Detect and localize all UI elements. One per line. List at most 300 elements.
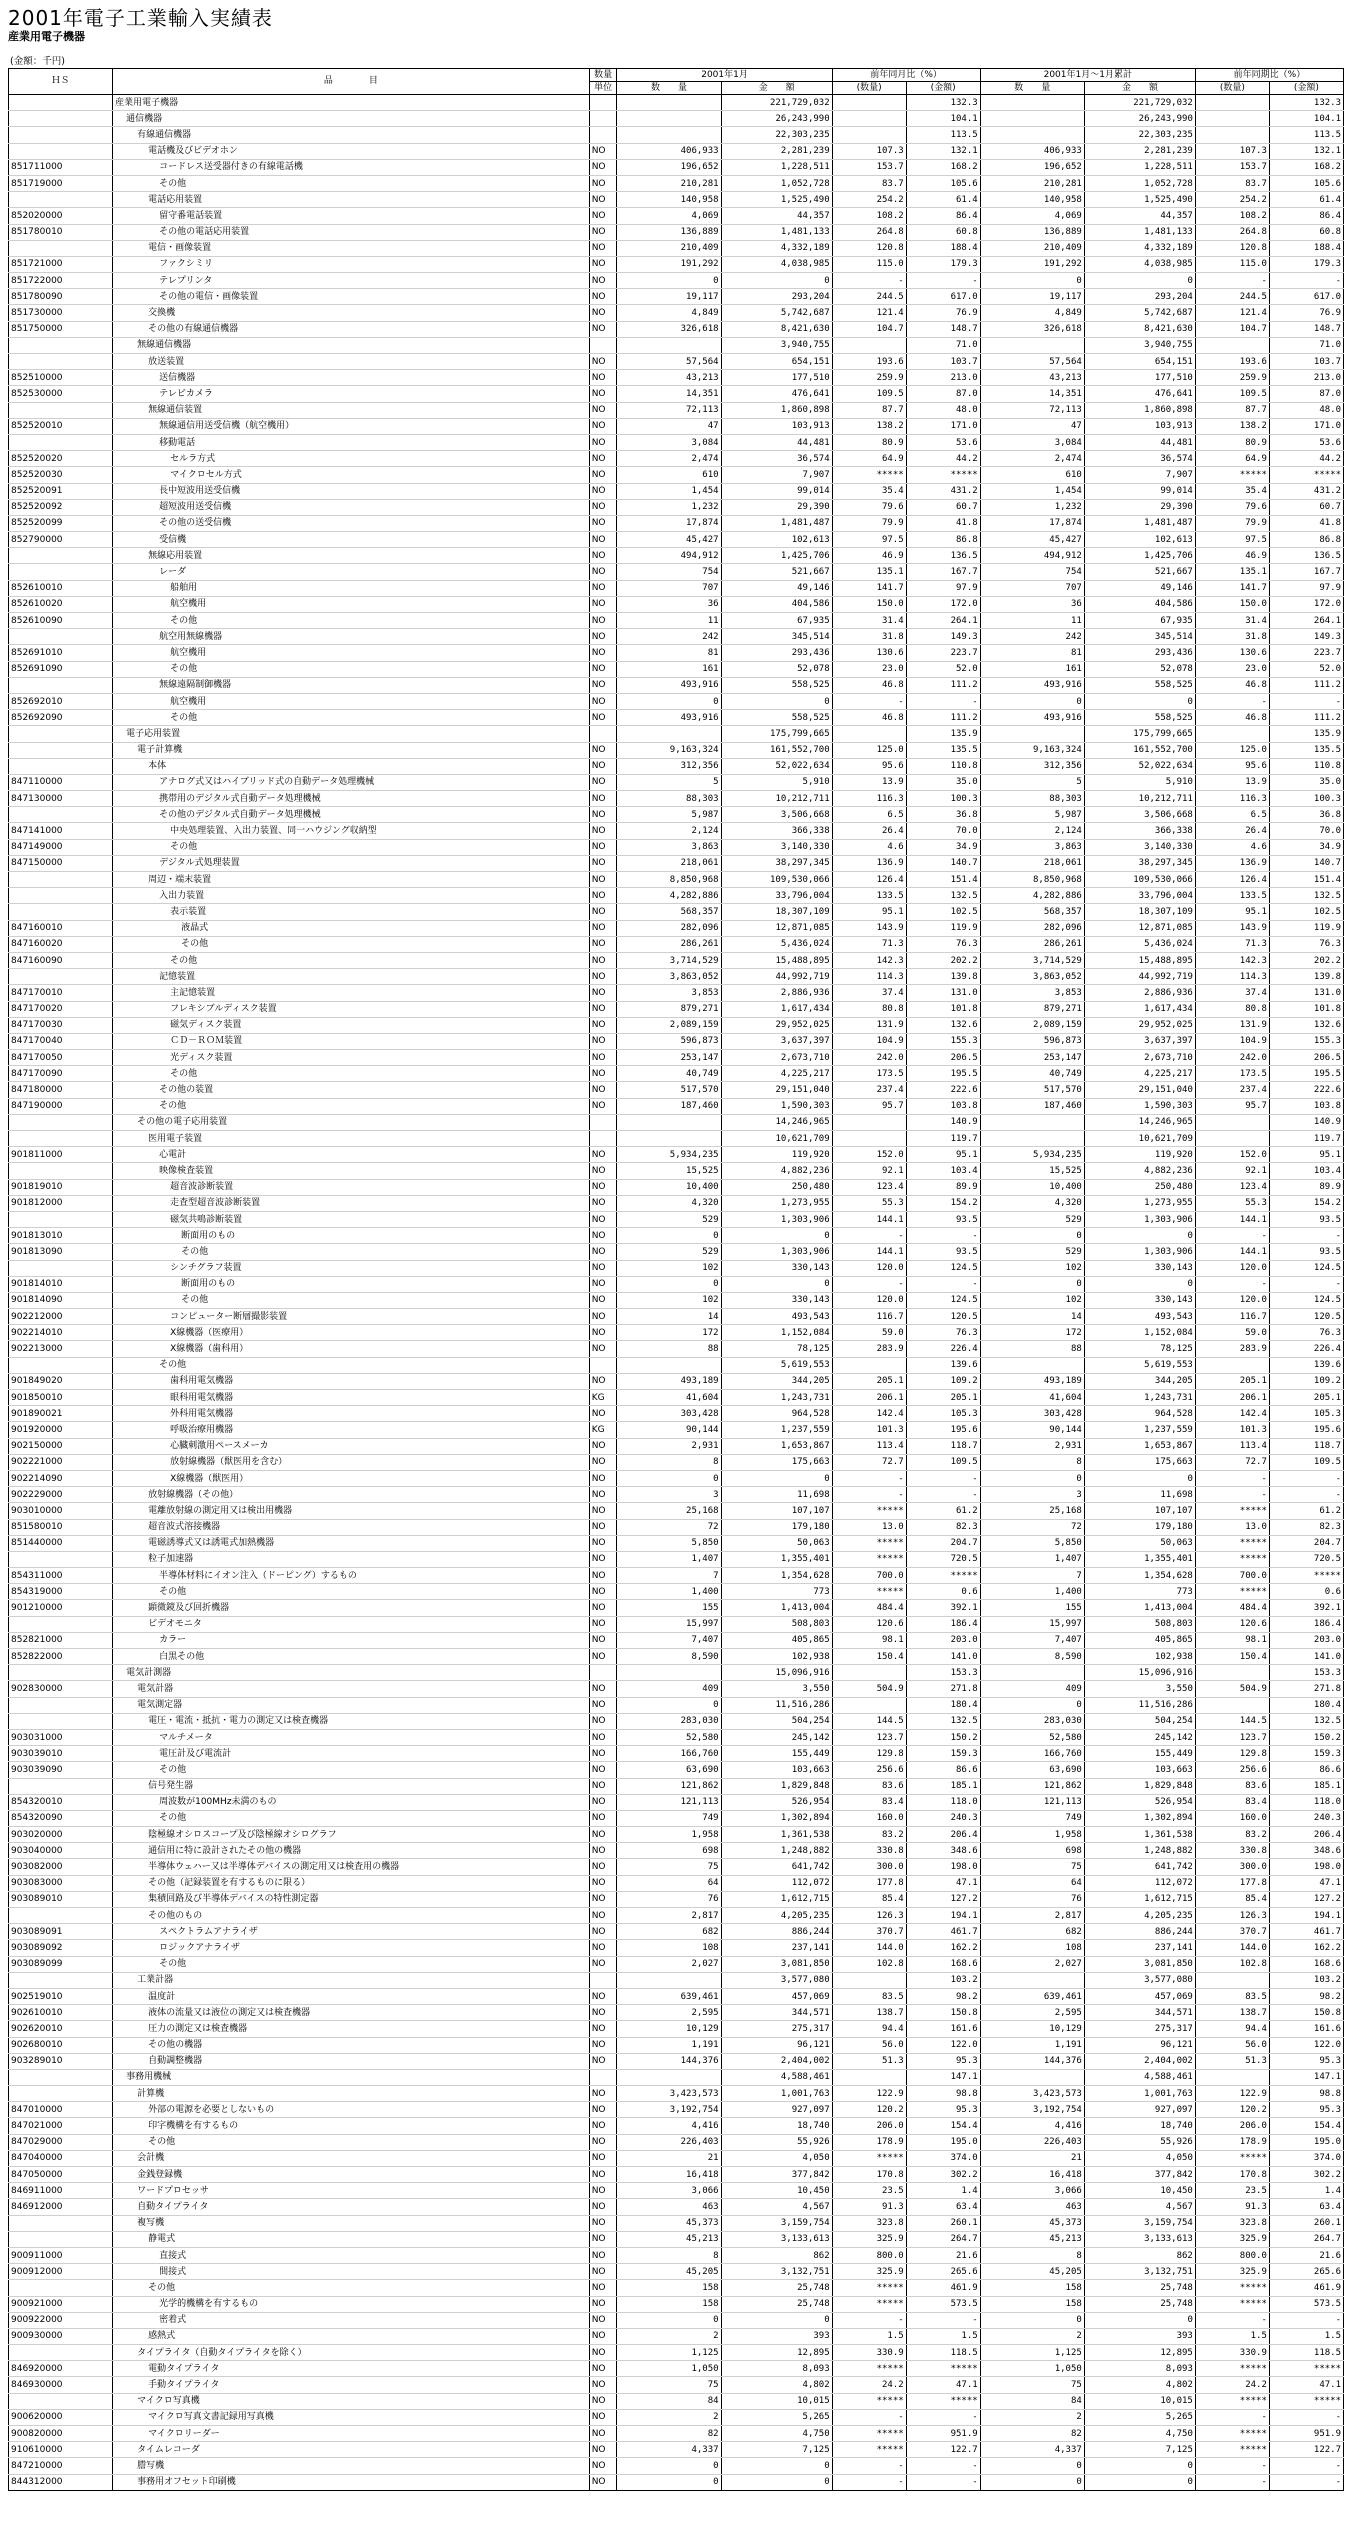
cell-month-yoy-amount: 161.6	[906, 2021, 980, 2037]
cell-cum-qty: 4,416	[980, 2118, 1084, 2134]
cell-cum-qty: 3	[980, 1487, 1084, 1503]
cell-month-yoy-qty: 37.4	[832, 985, 906, 1001]
cell-month-amount: 10,621,709	[721, 1131, 832, 1147]
cell-month-yoy-qty: 325.9	[832, 2231, 906, 2247]
cell-cum-yoy-amount: 168.6	[1269, 1956, 1343, 1972]
cell-cum-qty: 283,030	[980, 1713, 1084, 1729]
cell-cum-yoy-qty	[1195, 1114, 1269, 1130]
cell-month-yoy-qty: 113.4	[832, 1438, 906, 1454]
cell-hs-code	[9, 1908, 113, 1924]
cell-cum-qty: 21	[980, 2150, 1084, 2166]
table-row	[9, 952, 1344, 968]
cell-qty-unit	[589, 337, 617, 353]
cell-cum-yoy-amount: 194.1	[1269, 1908, 1343, 1924]
cell-month-qty: 1,400	[617, 1584, 721, 1600]
cell-month-qty: 88	[617, 1341, 721, 1357]
cell-month-yoy-amount: 105.6	[906, 175, 980, 191]
cell-qty-unit: NO	[589, 2053, 617, 2069]
cell-month-yoy-amount: 951.9	[906, 2426, 980, 2442]
cell-hs-code: 903010000	[9, 1503, 113, 1519]
cell-item-name: 電子応用装置	[113, 726, 590, 742]
table-row	[9, 175, 1344, 191]
cell-qty-unit: NO	[589, 774, 617, 790]
cell-month-amount: 405,865	[721, 1632, 832, 1648]
cell-cum-yoy-qty: 51.3	[1195, 2053, 1269, 2069]
cell-qty-unit: NO	[589, 159, 617, 175]
cell-cum-amount: 38,297,345	[1084, 855, 1195, 871]
cell-cum-qty: 47	[980, 418, 1084, 434]
cell-month-qty: 1,050	[617, 2361, 721, 2377]
cell-cum-amount: 4,588,461	[1084, 2069, 1195, 2085]
cell-qty-unit: NO	[589, 1778, 617, 1794]
cell-cum-yoy-amount: 47.1	[1269, 1875, 1343, 1891]
cell-month-yoy-qty: 79.9	[832, 515, 906, 531]
cell-cum-amount: 1,302,894	[1084, 1810, 1195, 1826]
cell-cum-yoy-qty	[1195, 1131, 1269, 1147]
cell-cum-amount: 103,913	[1084, 418, 1195, 434]
table-row	[9, 418, 1344, 434]
cell-month-amount: 2,886,936	[721, 985, 832, 1001]
cell-cum-yoy-qty: 173.5	[1195, 1066, 1269, 1082]
cell-item-name: 電話機及びビデオホン	[113, 143, 590, 159]
cell-month-yoy-amount: 264.7	[906, 2231, 980, 2247]
cell-cum-amount: 3,133,613	[1084, 2231, 1195, 2247]
table-row	[9, 127, 1344, 143]
cell-cum-amount: 1,237,559	[1084, 1422, 1195, 1438]
cell-qty-unit: NO	[589, 1891, 617, 1907]
cell-cum-qty: 610	[980, 467, 1084, 483]
cell-item-name: 映像検査装置	[113, 1163, 590, 1179]
cell-qty-unit: NO	[589, 1244, 617, 1260]
cell-month-qty: 2	[617, 2328, 721, 2344]
cell-month-yoy-qty: 142.3	[832, 952, 906, 968]
cell-month-qty	[617, 1357, 721, 1373]
cell-qty-unit: NO	[589, 2264, 617, 2280]
cell-cum-amount: 3,940,755	[1084, 337, 1195, 353]
cell-month-qty: 1,191	[617, 2037, 721, 2053]
cell-hs-code	[9, 1713, 113, 1729]
table-row	[9, 434, 1344, 450]
cell-month-qty: 166,760	[617, 1746, 721, 1762]
cell-hs-code: 846920000	[9, 2361, 113, 2377]
cell-qty-unit: NO	[589, 1568, 617, 1584]
cell-cum-yoy-qty: *****	[1195, 2150, 1269, 2166]
cell-cum-yoy-amount: 213.0	[1269, 370, 1343, 386]
cell-hs-code: 847210000	[9, 2458, 113, 2474]
cell-cum-yoy-qty: 114.3	[1195, 969, 1269, 985]
cell-month-qty: 72	[617, 1519, 721, 1535]
cell-cum-amount: 78,125	[1084, 1341, 1195, 1357]
cell-cum-amount: 3,159,754	[1084, 2215, 1195, 2231]
table-row	[9, 2361, 1344, 2377]
cell-cum-yoy-amount: 119.7	[1269, 1131, 1343, 1147]
cell-month-qty: 17,874	[617, 515, 721, 531]
cell-cum-yoy-amount: 124.5	[1269, 1260, 1343, 1276]
cell-item-name: 粒子加速器	[113, 1551, 590, 1567]
cell-month-yoy-qty: 83.5	[832, 1988, 906, 2004]
cell-month-yoy-qty: *****	[832, 2426, 906, 2442]
cell-month-yoy-qty: 126.3	[832, 1908, 906, 1924]
cell-month-amount: 1,228,511	[721, 159, 832, 175]
cell-hs-code: 903289010	[9, 2053, 113, 2069]
cell-month-yoy-amount: 93.5	[906, 1244, 980, 1260]
cell-month-yoy-amount: -	[906, 1470, 980, 1486]
cell-cum-yoy-amount: -	[1269, 273, 1343, 289]
cell-qty-unit: NO	[589, 742, 617, 758]
cell-cum-amount: 886,244	[1084, 1924, 1195, 1940]
cell-month-amount: 4,567	[721, 2199, 832, 2215]
cell-item-name: 電子計算機	[113, 742, 590, 758]
cell-month-yoy-amount: 61.4	[906, 192, 980, 208]
cell-cum-qty: 144,376	[980, 2053, 1084, 2069]
cell-cum-qty: 64	[980, 1875, 1084, 1891]
table-row	[9, 2296, 1344, 2312]
cell-cum-amount: 3,081,850	[1084, 1956, 1195, 1972]
header-month-yoy-qty: (数量)	[832, 82, 906, 95]
cell-cum-qty: 3,863	[980, 839, 1084, 855]
cell-cum-yoy-amount: 139.8	[1269, 969, 1343, 985]
cell-cum-yoy-qty: 101.3	[1195, 1422, 1269, 1438]
cell-month-yoy-qty: 104.9	[832, 1033, 906, 1049]
cell-month-amount: 1,237,559	[721, 1422, 832, 1438]
cell-month-yoy-qty: 108.2	[832, 208, 906, 224]
cell-cum-yoy-amount: *****	[1269, 467, 1343, 483]
cell-cum-yoy-qty: *****	[1195, 1535, 1269, 1551]
cell-cum-qty	[980, 95, 1084, 111]
cell-month-yoy-qty: 120.0	[832, 1260, 906, 1276]
cell-month-yoy-qty: 130.6	[832, 645, 906, 661]
cell-month-amount: 1,354,628	[721, 1568, 832, 1584]
table-row	[9, 1794, 1344, 1810]
cell-month-yoy-amount: 35.0	[906, 774, 980, 790]
cell-cum-amount: 558,525	[1084, 677, 1195, 693]
cell-month-amount: 44,992,719	[721, 969, 832, 985]
cell-cum-amount: 4,205,235	[1084, 1908, 1195, 1924]
cell-month-qty: 140,958	[617, 192, 721, 208]
cell-cum-yoy-amount: 71.0	[1269, 337, 1343, 353]
cell-qty-unit: NO	[589, 936, 617, 952]
cell-cum-amount: 3,140,330	[1084, 839, 1195, 855]
cell-cum-yoy-qty: *****	[1195, 2393, 1269, 2409]
cell-qty-unit: NO	[589, 2409, 617, 2425]
cell-cum-yoy-qty: 129.8	[1195, 1746, 1269, 1762]
cell-cum-yoy-amount: 135.5	[1269, 742, 1343, 758]
cell-cum-yoy-qty: 370.7	[1195, 1924, 1269, 1940]
cell-cum-yoy-qty: 144.1	[1195, 1244, 1269, 1260]
cell-cum-yoy-amount: 139.6	[1269, 1357, 1343, 1373]
table-row	[9, 677, 1344, 693]
cell-cum-amount: 345,514	[1084, 629, 1195, 645]
cell-cum-yoy-amount: -	[1269, 1228, 1343, 1244]
cell-qty-unit: NO	[589, 629, 617, 645]
cell-cum-qty: 326,618	[980, 321, 1084, 337]
table-row	[9, 1309, 1344, 1325]
cell-cum-yoy-amount: 260.1	[1269, 2215, 1343, 2231]
cell-item-name: 液晶式	[113, 920, 590, 936]
cell-month-amount: 3,550	[721, 1681, 832, 1697]
cell-cum-amount: 29,390	[1084, 499, 1195, 515]
cell-cum-qty: 493,916	[980, 677, 1084, 693]
cell-month-yoy-qty: 138.2	[832, 418, 906, 434]
cell-month-qty: 102	[617, 1292, 721, 1308]
cell-cum-yoy-qty: 143.9	[1195, 920, 1269, 936]
cell-cum-yoy-amount: 140.7	[1269, 855, 1343, 871]
cell-cum-yoy-qty: 144.1	[1195, 1211, 1269, 1227]
cell-cum-qty: 312,356	[980, 758, 1084, 774]
cell-item-name: 放射線機器（その他）	[113, 1487, 590, 1503]
cell-month-yoy-qty: -	[832, 273, 906, 289]
cell-cum-amount: 393	[1084, 2328, 1195, 2344]
cell-hs-code: 900921000	[9, 2296, 113, 2312]
cell-month-amount: 29,390	[721, 499, 832, 515]
unit-note: (金額：千円)	[10, 56, 65, 67]
cell-month-qty: 2,124	[617, 823, 721, 839]
cell-month-qty: 3,066	[617, 2183, 721, 2199]
cell-month-amount: 2,281,239	[721, 143, 832, 159]
cell-month-yoy-qty: 504.9	[832, 1681, 906, 1697]
cell-month-qty: 8	[617, 2247, 721, 2263]
cell-qty-unit: NO	[589, 661, 617, 677]
cell-hs-code: 847170040	[9, 1033, 113, 1049]
cell-cum-amount: 107,107	[1084, 1503, 1195, 1519]
cell-cum-yoy-amount: 52.0	[1269, 661, 1343, 677]
cell-cum-amount: 99,014	[1084, 483, 1195, 499]
cell-month-amount: 25,748	[721, 2280, 832, 2296]
cell-hs-code	[9, 1211, 113, 1227]
cell-month-yoy-qty: *****	[832, 467, 906, 483]
cell-cum-yoy-qty: 91.3	[1195, 2199, 1269, 2215]
table-row	[9, 1017, 1344, 1033]
table-row	[9, 1535, 1344, 1551]
cell-month-qty: 4,849	[617, 305, 721, 321]
table-row	[9, 1891, 1344, 1907]
cell-item-name: その他	[113, 2280, 590, 2296]
cell-qty-unit: NO	[589, 2312, 617, 2328]
cell-cum-amount: 1,361,538	[1084, 1827, 1195, 1843]
cell-month-qty: 52,580	[617, 1729, 721, 1745]
cell-month-qty: 10,400	[617, 1179, 721, 1195]
cell-month-qty: 45,213	[617, 2231, 721, 2247]
cell-cum-yoy-qty: 259.9	[1195, 370, 1269, 386]
cell-qty-unit: NO	[589, 1940, 617, 1956]
cell-month-yoy-qty: *****	[832, 1503, 906, 1519]
cell-cum-qty: 102	[980, 1260, 1084, 1276]
cell-month-amount: 112,072	[721, 1875, 832, 1891]
cell-cum-amount: 1,481,487	[1084, 515, 1195, 531]
cell-hs-code: 851711000	[9, 159, 113, 175]
cell-item-name: マイクロ写真文書記録用写真機	[113, 2409, 590, 2425]
cell-item-name: 半導体ウェハー又は半導体デバイスの測定用又は検査用の機器	[113, 1859, 590, 1875]
cell-cum-yoy-qty: 135.1	[1195, 564, 1269, 580]
cell-cum-amount: 1,248,882	[1084, 1843, 1195, 1859]
cell-cum-amount: 102,938	[1084, 1649, 1195, 1665]
cell-cum-yoy-qty: 206.0	[1195, 2118, 1269, 2134]
cell-qty-unit: NO	[589, 1924, 617, 1940]
cell-qty-unit: NO	[589, 1260, 617, 1276]
cell-month-qty: 282,096	[617, 920, 721, 936]
cell-qty-unit: NO	[589, 2458, 617, 2474]
cell-cum-yoy-amount: 86.8	[1269, 532, 1343, 548]
cell-cum-amount: 1,829,848	[1084, 1778, 1195, 1794]
cell-hs-code: 900922000	[9, 2312, 113, 2328]
table-row	[9, 208, 1344, 224]
cell-month-qty: 5	[617, 774, 721, 790]
cell-hs-code: 852610010	[9, 580, 113, 596]
cell-month-qty	[617, 95, 721, 111]
cell-cum-yoy-amount: 153.3	[1269, 1665, 1343, 1681]
cell-month-yoy-amount: 149.3	[906, 629, 980, 645]
cell-month-yoy-amount: 461.9	[906, 2280, 980, 2296]
cell-month-yoy-amount: 93.5	[906, 1211, 980, 1227]
table-row	[9, 2247, 1344, 2263]
cell-month-yoy-qty: 97.5	[832, 532, 906, 548]
cell-month-amount: 44,481	[721, 434, 832, 450]
cell-cum-yoy-qty: 83.6	[1195, 1778, 1269, 1794]
cell-cum-yoy-qty: *****	[1195, 467, 1269, 483]
cell-month-qty: 639,461	[617, 1988, 721, 2004]
cell-month-yoy-qty: 170.8	[832, 2167, 906, 2183]
cell-month-qty	[617, 726, 721, 742]
cell-month-yoy-qty: 144.1	[832, 1244, 906, 1260]
cell-cum-qty: 140,958	[980, 192, 1084, 208]
cell-month-yoy-amount: 617.0	[906, 289, 980, 305]
cell-item-name: 送信機器	[113, 370, 590, 386]
table-row	[9, 1406, 1344, 1422]
cell-qty-unit: NO	[589, 710, 617, 726]
cell-month-qty: 5,934,235	[617, 1147, 721, 1163]
cell-month-amount: 250,480	[721, 1179, 832, 1195]
cell-cum-yoy-qty: 300.0	[1195, 1859, 1269, 1875]
cell-month-yoy-qty: 244.5	[832, 289, 906, 305]
cell-month-yoy-qty: 23.0	[832, 661, 906, 677]
cell-month-qty	[617, 127, 721, 143]
cell-hs-code: 903039010	[9, 1746, 113, 1762]
cell-hs-code	[9, 1697, 113, 1713]
cell-cum-yoy-amount: 82.3	[1269, 1519, 1343, 1535]
cell-cum-amount: 8,421,630	[1084, 321, 1195, 337]
cell-qty-unit: NO	[589, 354, 617, 370]
table-row	[9, 1244, 1344, 1260]
cell-month-amount: 1,481,133	[721, 224, 832, 240]
cell-month-amount: 1,590,303	[721, 1098, 832, 1114]
cell-month-qty: 210,409	[617, 240, 721, 256]
cell-month-amount: 558,525	[721, 710, 832, 726]
cell-cum-amount: 22,303,235	[1084, 127, 1195, 143]
cell-month-qty: 8,850,968	[617, 872, 721, 888]
cell-cum-yoy-amount: 150.8	[1269, 2005, 1343, 2021]
cell-qty-unit: NO	[589, 1713, 617, 1729]
cell-cum-amount: 654,151	[1084, 354, 1195, 370]
cell-month-yoy-amount: 431.2	[906, 483, 980, 499]
cell-cum-yoy-qty: 160.0	[1195, 1810, 1269, 1826]
cell-month-qty: 14	[617, 1309, 721, 1325]
cell-month-amount: 38,297,345	[721, 855, 832, 871]
cell-month-yoy-amount: 186.4	[906, 1616, 980, 1632]
cell-hs-code: 852520010	[9, 418, 113, 434]
table-row	[9, 839, 1344, 855]
cell-item-name: その他	[113, 1244, 590, 1260]
cell-cum-yoy-qty: -	[1195, 1487, 1269, 1503]
cell-cum-yoy-amount: 47.1	[1269, 2377, 1343, 2393]
cell-month-yoy-amount: 150.8	[906, 2005, 980, 2021]
cell-cum-yoy-amount: 155.3	[1269, 1033, 1343, 1049]
cell-month-yoy-qty: 107.3	[832, 143, 906, 159]
cell-qty-unit: NO	[589, 1810, 617, 1826]
cell-cum-yoy-qty: 87.7	[1195, 402, 1269, 418]
import-table	[8, 68, 1344, 2491]
cell-month-yoy-qty: 94.4	[832, 2021, 906, 2037]
cell-item-name: 長中短波用送受信機	[113, 483, 590, 499]
cell-cum-amount: 1,425,706	[1084, 548, 1195, 564]
cell-month-amount: 3,133,613	[721, 2231, 832, 2247]
cell-cum-yoy-qty: 142.3	[1195, 952, 1269, 968]
cell-cum-yoy-amount: 118.7	[1269, 1438, 1343, 1454]
cell-cum-yoy-amount: 167.7	[1269, 564, 1343, 580]
cell-item-name: レーダ	[113, 564, 590, 580]
cell-month-qty: 754	[617, 564, 721, 580]
cell-qty-unit: NO	[589, 677, 617, 693]
cell-cum-amount: 293,204	[1084, 289, 1195, 305]
table-row	[9, 564, 1344, 580]
cell-cum-yoy-amount: 100.3	[1269, 791, 1343, 807]
cell-item-name: 心電計	[113, 1147, 590, 1163]
cell-cum-amount: 476,641	[1084, 386, 1195, 402]
cell-cum-qty: 10,129	[980, 2021, 1084, 2037]
cell-cum-amount: 25,748	[1084, 2280, 1195, 2296]
cell-cum-amount: 4,567	[1084, 2199, 1195, 2215]
table-row	[9, 451, 1344, 467]
cell-cum-yoy-amount: 118.5	[1269, 2345, 1343, 2361]
cell-month-yoy-qty: 92.1	[832, 1163, 906, 1179]
cell-cum-yoy-qty: 55.3	[1195, 1195, 1269, 1211]
table-row	[9, 2134, 1344, 2150]
cell-month-yoy-qty: *****	[832, 1551, 906, 1567]
cell-item-name: 走査型超音波診断装置	[113, 1195, 590, 1211]
table-row	[9, 613, 1344, 629]
cell-hs-code	[9, 1357, 113, 1373]
cell-month-yoy-qty: 120.2	[832, 2102, 906, 2118]
cell-month-yoy-amount: 41.8	[906, 515, 980, 531]
cell-month-qty: 8	[617, 1454, 721, 1470]
cell-cum-yoy-amount: 240.3	[1269, 1810, 1343, 1826]
cell-hs-code	[9, 434, 113, 450]
cell-cum-yoy-amount: 348.6	[1269, 1843, 1343, 1859]
cell-cum-amount: 119,920	[1084, 1147, 1195, 1163]
cell-month-yoy-amount: 119.9	[906, 920, 980, 936]
cell-month-qty: 155	[617, 1600, 721, 1616]
cell-cum-yoy-qty	[1195, 127, 1269, 143]
cell-hs-code: 847021000	[9, 2118, 113, 2134]
cell-month-yoy-qty: *****	[832, 2393, 906, 2409]
cell-cum-yoy-amount: 147.1	[1269, 2069, 1343, 2085]
cell-month-amount: 10,450	[721, 2183, 832, 2199]
cell-item-name: その他	[113, 936, 590, 952]
cell-cum-amount: 0	[1084, 1228, 1195, 1244]
cell-item-name: 自動タイプライタ	[113, 2199, 590, 2215]
cell-month-amount: 18,740	[721, 2118, 832, 2134]
cell-cum-yoy-qty: 264.8	[1195, 224, 1269, 240]
cell-cum-qty: 9,163,324	[980, 742, 1084, 758]
cell-month-yoy-amount: 198.0	[906, 1859, 980, 1875]
cell-hs-code	[9, 95, 113, 111]
cell-cum-yoy-amount: 103.7	[1269, 354, 1343, 370]
cell-qty-unit: NO	[589, 839, 617, 855]
cell-month-amount: 177,510	[721, 370, 832, 386]
cell-month-amount: 1,355,401	[721, 1551, 832, 1567]
cell-qty-unit: NO	[589, 192, 617, 208]
table-row	[9, 1211, 1344, 1227]
cell-month-yoy-qty: 800.0	[832, 2247, 906, 2263]
